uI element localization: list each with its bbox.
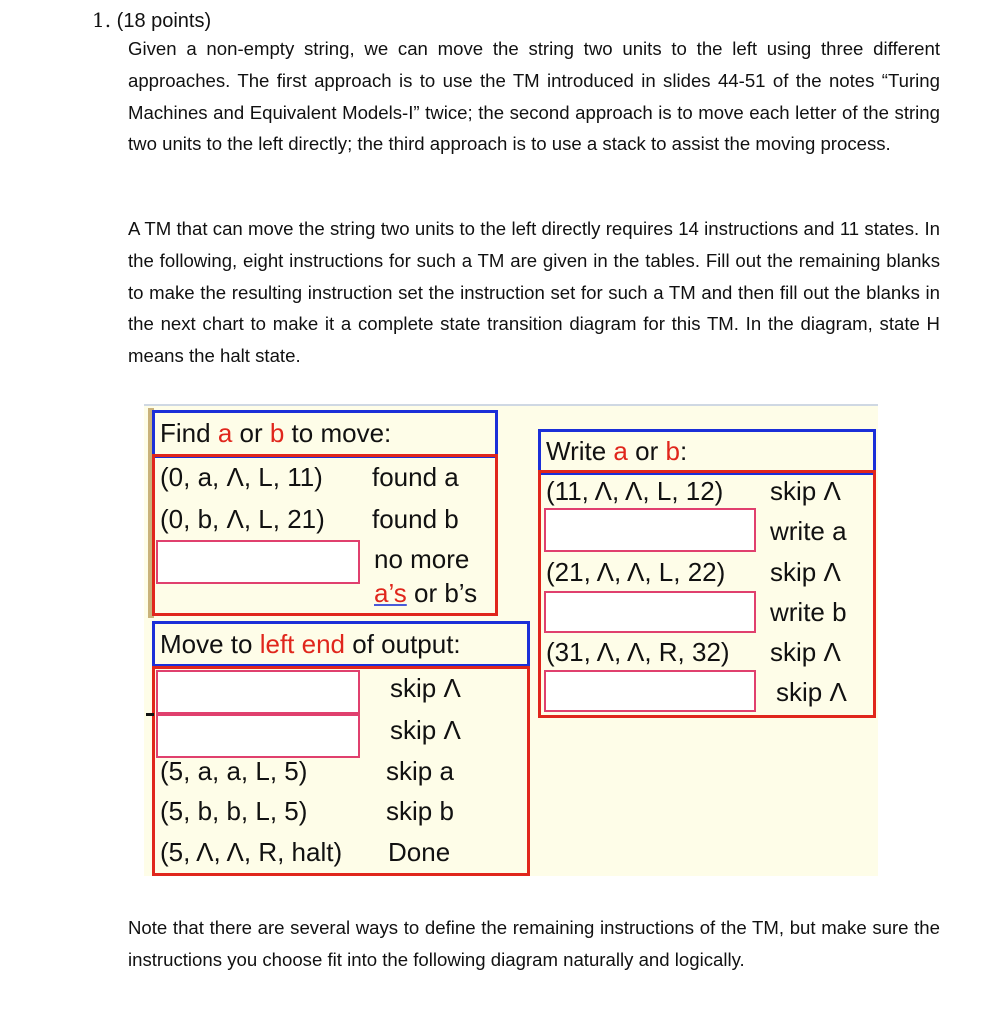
move-heading bbox=[160, 629, 461, 659]
write-answer-blank-3[interactable] bbox=[544, 670, 756, 712]
question-header bbox=[92, 8, 211, 33]
write-row-5-instr: (31, Λ, Λ, R, 32) bbox=[546, 637, 730, 667]
move-heading-left-end: left end bbox=[259, 629, 346, 659]
find-heading-text-2: or bbox=[232, 418, 270, 448]
write-heading-text-3: : bbox=[679, 436, 688, 466]
move-row-2-instr: (5, b, b, L, 5) bbox=[160, 796, 308, 826]
intro-paragraph: Given a non-empty string, we can move the string two units to the left using three different approaches. The first approach is to use the TM introduced in slides 44-51 of the notes “Turing Machines and Equivalent Models-I” twice; the second approach is to move each letter of the string two units to the left directly; the third approach is to use a stack to assist the moving process. bbox=[128, 38, 940, 155]
find-heading-a: a bbox=[217, 418, 233, 448]
write-heading-a: a bbox=[613, 436, 628, 466]
move-blank-2-comment: skip Λ bbox=[390, 715, 461, 745]
move-row-1-comment: skip a bbox=[386, 756, 454, 786]
task-paragraph: A TM that can move the string two units to the left directly requires 14 instructions and 11 states. In the following, eight instructions for such a TM are given in the tables. Fill out the remaining blanks to make the resulting instruction set the instruction set for such a TM and then fill out the blanks in the next chart to make it a complete state transition diagram for this TM. In the diagram, state H means the halt state. bbox=[128, 218, 940, 367]
write-answer-blank-2[interactable] bbox=[544, 591, 756, 633]
find-heading-b: b bbox=[269, 418, 285, 448]
find-row-1-comment: found a bbox=[372, 462, 459, 492]
write-row-1-instr: (11, Λ, Λ, L, 12) bbox=[546, 476, 724, 506]
write-row-1-comment: skip Λ bbox=[770, 476, 841, 506]
move-heading-text-2: of output: bbox=[345, 629, 461, 659]
find-heading-text-3: to move: bbox=[284, 418, 392, 448]
write-heading bbox=[546, 436, 687, 466]
write-answer-blank-1[interactable] bbox=[544, 508, 756, 552]
instruction-table-figure bbox=[144, 404, 878, 876]
find-blank-comment-line2 bbox=[374, 578, 477, 608]
find-heading-text-1: Find bbox=[160, 418, 218, 448]
move-answer-blank-2[interactable] bbox=[156, 714, 360, 758]
find-answer-blank[interactable] bbox=[156, 540, 360, 584]
question-points: (18 points) bbox=[116, 10, 212, 32]
write-heading-b: b bbox=[665, 436, 680, 466]
move-row-1-instr: (5, a, a, L, 5) bbox=[160, 756, 308, 786]
move-heading-text-1: Move to bbox=[160, 629, 260, 659]
question-number: 1. bbox=[92, 8, 112, 32]
move-row-3-comment: Done bbox=[388, 837, 451, 867]
find-blank-comment-bs: or b’s bbox=[406, 578, 478, 608]
write-row-2-comment: write a bbox=[770, 516, 847, 546]
write-row-4-comment: write b bbox=[770, 597, 847, 627]
write-row-6-comment: skip Λ bbox=[776, 677, 847, 707]
write-row-5-comment: skip Λ bbox=[770, 637, 841, 667]
find-row-1-instr: (0, a, Λ, L, 11) bbox=[160, 462, 323, 492]
find-row-2-instr: (0, b, Λ, L, 21) bbox=[160, 504, 325, 534]
write-row-3-instr: (21, Λ, Λ, L, 22) bbox=[546, 557, 726, 587]
note-paragraph: Note that there are several ways to define the remaining instructions of the TM, but make sure the instructions you choose fit into the following diagram naturally and logically. bbox=[128, 917, 940, 970]
figure-top-divider bbox=[144, 404, 878, 406]
move-row-2-comment: skip b bbox=[386, 796, 454, 826]
find-blank-comment-line1: no more bbox=[374, 544, 470, 574]
move-blank-1-comment: skip Λ bbox=[390, 673, 461, 703]
move-row-3-instr: (5, Λ, Λ, R, halt) bbox=[160, 837, 343, 867]
find-blank-comment-as: a’s bbox=[374, 578, 407, 608]
figure-tick-mark bbox=[146, 713, 154, 716]
write-heading-text-1: Write bbox=[546, 436, 614, 466]
write-heading-text-2: or bbox=[627, 436, 666, 466]
find-heading bbox=[160, 418, 391, 448]
write-row-3-comment: skip Λ bbox=[770, 557, 841, 587]
find-row-2-comment: found b bbox=[372, 504, 459, 534]
move-answer-blank-1[interactable] bbox=[156, 670, 360, 714]
